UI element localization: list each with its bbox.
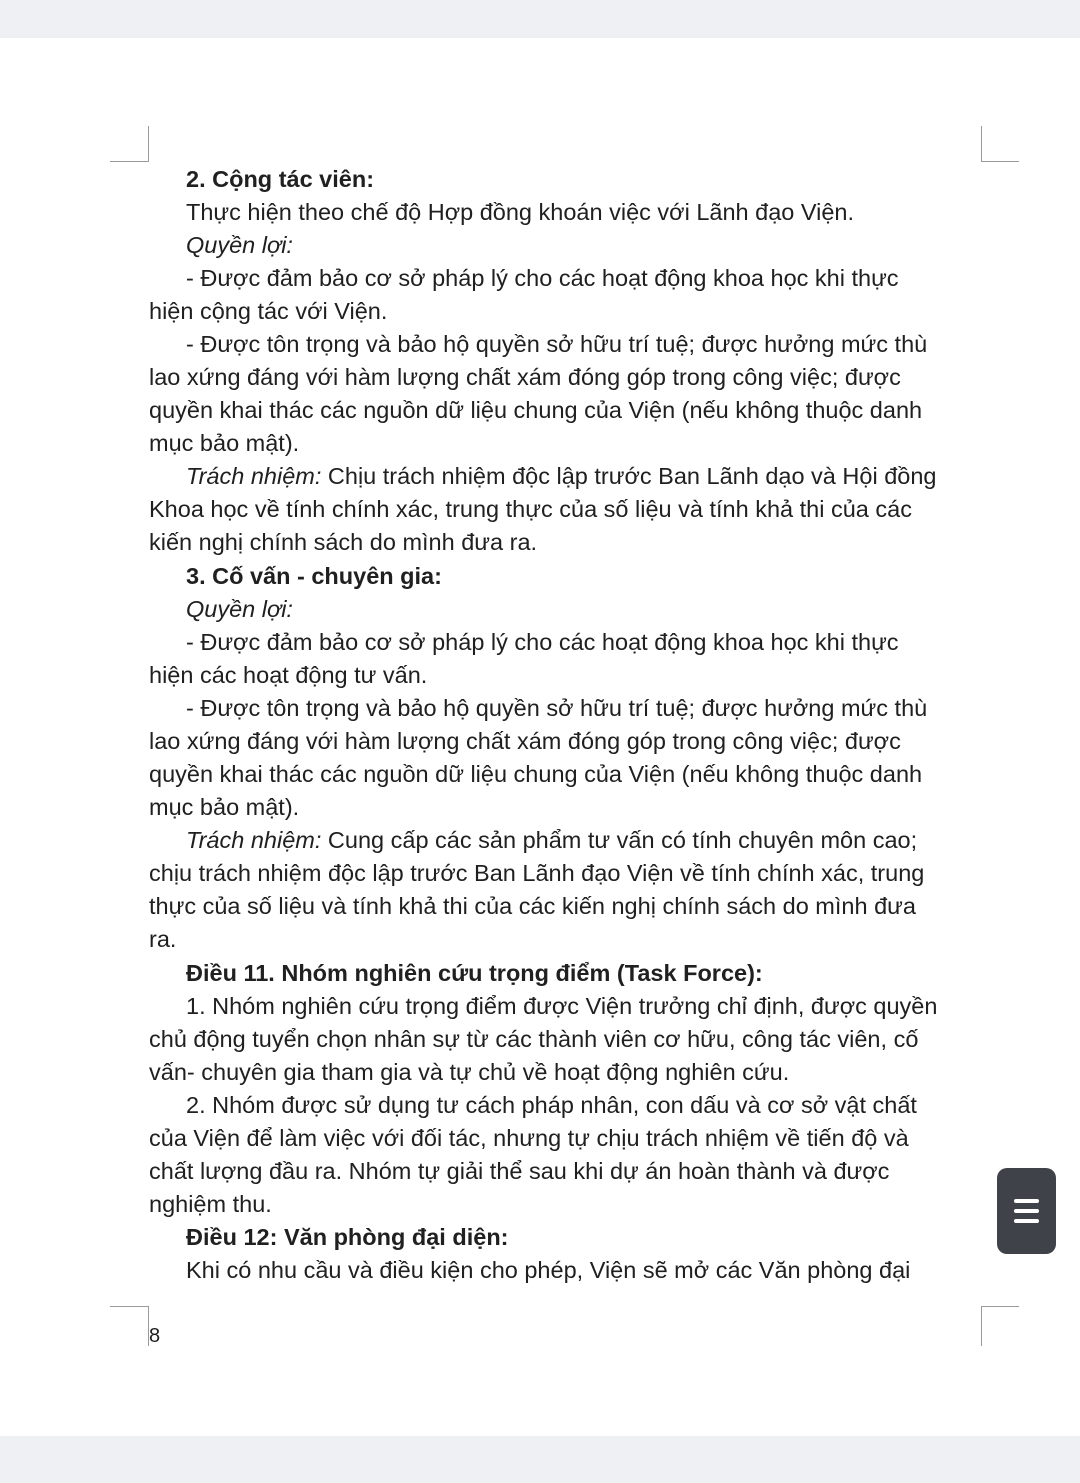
- responsibility-line: [186, 461, 936, 491]
- paragraph-line: - Được tôn trọng và bảo hộ quyền sở hữu trí tuệ; được hưởng mức thù: [186, 695, 928, 721]
- paragraph-line: - Được tôn trọng và bảo hộ quyền sở hữu trí tuệ; được hưởng mức thù: [186, 331, 928, 357]
- paragraph-line: kiến nghị chính sách do mình đưa ra.: [149, 529, 538, 555]
- section-heading: 3. Cố vấn - chuyên gia:: [186, 563, 442, 589]
- responsibility-text: Cung cấp các sản phẩm tư vấn có tính chuyên môn cao;: [321, 827, 918, 853]
- paragraph-line: mục bảo mật).: [149, 794, 300, 820]
- responsibility-text: Chịu trách nhiệm độc lập trước Ban Lãnh dạo và Hội đồng: [321, 463, 937, 489]
- article-heading: Điều 12: Văn phòng đại diện:: [186, 1224, 509, 1250]
- paragraph-line: 2. Nhóm được sử dụng tư cách pháp nhân, con dấu và cơ sở vật chất: [186, 1092, 917, 1118]
- crop-mark-bottom-left-horizontal: [110, 1306, 149, 1307]
- paragraph-line: chịu trách nhiệm độc lập trước Ban Lãnh đạo Viện về tính chính xác, trung: [149, 860, 925, 886]
- paragraph-line: nghiệm thu.: [149, 1191, 272, 1217]
- menu-button[interactable]: [997, 1168, 1056, 1254]
- benefits-label: Quyền lợi:: [186, 232, 293, 258]
- paragraph-line: 1. Nhóm nghiên cứu trọng điểm được Viện trưởng chỉ định, được quyền: [186, 993, 938, 1019]
- crop-mark-top-right-vertical: [981, 126, 982, 162]
- paragraph-line: lao xứng đáng với hàm lượng chất xám đóng góp trong công việc; được: [149, 728, 901, 754]
- paragraph-line: hiện các hoạt động tư vấn.: [149, 662, 428, 688]
- crop-mark-top-left-vertical: [148, 126, 149, 162]
- paragraph-line: Khi có nhu cầu và điều kiện cho phép, Viện sẽ mở các Văn phòng đại: [186, 1257, 911, 1283]
- paragraph-line: quyền khai thác các nguồn dữ liệu chung của Viện (nếu không thuộc danh: [149, 761, 923, 787]
- paragraph-line: - Được đảm bảo cơ sở pháp lý cho các hoạt động khoa học khi thực: [186, 629, 899, 655]
- paragraph-line: lao xứng đáng với hàm lượng chất xám đóng góp trong công việc; được: [149, 364, 901, 390]
- paragraph-line: chủ động tuyển chọn nhân sự từ các thành viên cơ hữu, công tác viên, cố: [149, 1026, 919, 1052]
- document-page: [0, 38, 1080, 1436]
- crop-mark-bottom-right-horizontal: [981, 1306, 1019, 1307]
- paragraph-line: chất lượng đầu ra. Nhóm tự giải thể sau khi dự án hoàn thành và được: [149, 1158, 890, 1184]
- crop-mark-top-right-horizontal: [981, 161, 1019, 162]
- paragraph-line: của Viện để làm việc với đối tác, nhưng tự chịu trách nhiệm về tiến độ và: [149, 1125, 909, 1151]
- responsibility-line: [186, 825, 917, 855]
- paragraph-line: Thực hiện theo chế độ Hợp đồng khoán việc với Lãnh đạo Viện.: [186, 199, 855, 225]
- crop-mark-top-left-horizontal: [110, 161, 149, 162]
- paragraph-line: - Được đảm bảo cơ sở pháp lý cho các hoạt động khoa học khi thực: [186, 265, 899, 291]
- paragraph-line: vấn- chuyên gia tham gia và tự chủ về hoạt động nghiên cứu.: [149, 1059, 790, 1085]
- paragraph-line: Khoa học về tính chính xác, trung thực của số liệu và tính khả thi của các: [149, 496, 912, 522]
- paragraph-line: quyền khai thác các nguồn dữ liệu chung của Viện (nếu không thuộc danh: [149, 397, 923, 423]
- responsibility-label: Trách nhiệm:: [186, 827, 322, 853]
- crop-mark-bottom-right-vertical: [981, 1306, 982, 1346]
- responsibility-label: Trách nhiệm:: [186, 463, 322, 489]
- section-heading: 2. Cộng tác viên:: [186, 166, 375, 192]
- paragraph-line: ra.: [149, 926, 177, 952]
- page-number: 8: [149, 1325, 161, 1347]
- paragraph-line: hiện cộng tác với Viện.: [149, 298, 388, 324]
- paragraph-line: mục bảo mật).: [149, 430, 300, 456]
- hamburger-menu-icon: [997, 1168, 1056, 1254]
- article-heading: Điều 11. Nhóm nghiên cứu trọng điểm (Task Force):: [186, 960, 763, 986]
- benefits-label: Quyền lợi:: [186, 596, 293, 622]
- paragraph-line: thực của số liệu và tính khả thi của các kiến nghị chính sách do mình đưa: [149, 893, 916, 919]
